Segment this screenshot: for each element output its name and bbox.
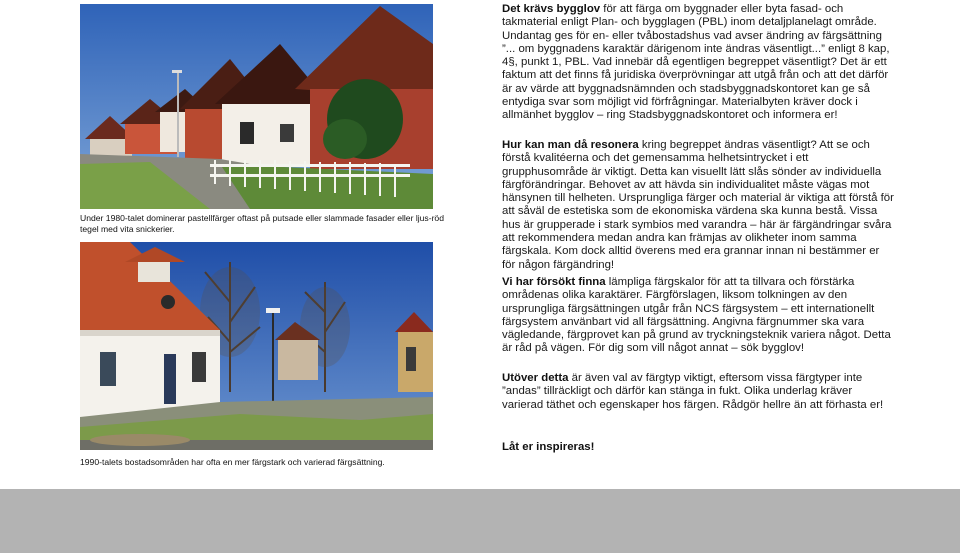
paragraph-fargtyp-lead: Utöver detta	[502, 372, 569, 384]
paragraph-resonera	[502, 139, 894, 272]
photo-1980s-caption: Under 1980-talet dominerar pastellfärger oftast på putsade eller slammade fasader eller ljus-röd tegel med vita snickerier.	[80, 213, 444, 234]
photo-1990s-houses-image	[80, 242, 433, 450]
paragraph-bygglov-body: för att färga om byggnader eller byta fasad- och takmaterial enligt Plan- och bygglagen (PBL) inom detaljplanelagt område. Undantag ges för en- eller tvåbostadshus vad avser ändring av färgsättning ”... om byggnadens karaktär därigenom inte ändras väsentligt...” enligt 8 kap, 4§, punkt 1, PBL. Vad innebär då egentligen begreppet väsentligt? Det är ett faktum att det finns få juridiska överprövningar att utgå från och att det därför är av värde att byggnadsnämnden och stadsbyggnadskontoret kan ge så entydiga svar som möjligt vid förfrågningar. Materialbyten kräver dock i allmänhet bygglov – ring Stadsbyggnadskontoret och informera er!	[502, 3, 890, 122]
paragraph-inspireras-lead: Låt er inspireras!	[502, 441, 595, 453]
photo-1990s-houses	[80, 242, 433, 450]
paragraph-bygglov-lead: Det krävs bygglov	[502, 3, 601, 15]
footer-band	[0, 489, 960, 553]
paragraph-inspireras	[502, 441, 594, 454]
paragraph-fargtyp-body: är även val av färgtyp viktigt, eftersom vissa färgtyper inte ”andas” tillräckligt och därför kan stänga in fukt. Olika underlag kräver varierad täthet och egenskaper hos färgen. Rådgör hellre än att förhasta er!	[502, 372, 884, 411]
paragraph-resonera-body: kring begreppet ändras väsentligt? Att se och förstå kvalitéerna och det gemensamma helhetsintrycket i ett grupphusområde är viktigt. Detta kan visuellt lätt slås sönder av individuella färgförändringar. Behovet av att hävda sin individualitet måste vägas mot hänsynen till helheten. Ursprungliga färger och material är viktiga att förstå för att såväl de estetiska som de ekonomiska värdena ska kunna bestå. Vissa hus är grupperade i stark symbios med varandra – här är färgändringar svåra att rekommendera medan andra kan främjas av olikheter inom samma färgskala. Kom dock alltid överens med era grannar innan ni bestämmer er för någon färgändring!	[502, 139, 894, 271]
paragraph-fargtyp	[502, 372, 894, 412]
photo-1980s-houses	[80, 4, 433, 209]
paragraph-resonera-lead: Hur kan man då resonera	[502, 139, 639, 151]
paragraph-fargskalor-body: lämpliga färgskalor för att ta tillvara och förstärka områdenas olika karaktärer. Färgförslagen, liksom tolkningen av den ursprungliga färgsättningen utgår från NCS färgsystem – ett internationellt färgsystem använbart vid all färgsättning. Angivna färgnummer ska vara vägledande, färgprovet kan på grund av tryckningsteknik variera något. Detta är råd på vägen. För dig som vill något annat – sök bygglov!	[502, 276, 891, 355]
paragraph-fargskalor	[502, 276, 894, 356]
photo-1980s-houses-image	[80, 4, 433, 209]
paragraph-fargskalor-lead: Vi har försökt finna	[502, 276, 606, 288]
photo-1990s-caption: 1990-talets bostadsområden har ofta en mer färgstark och varierad färgsättning.	[80, 457, 385, 467]
paragraph-bygglov	[502, 3, 894, 123]
